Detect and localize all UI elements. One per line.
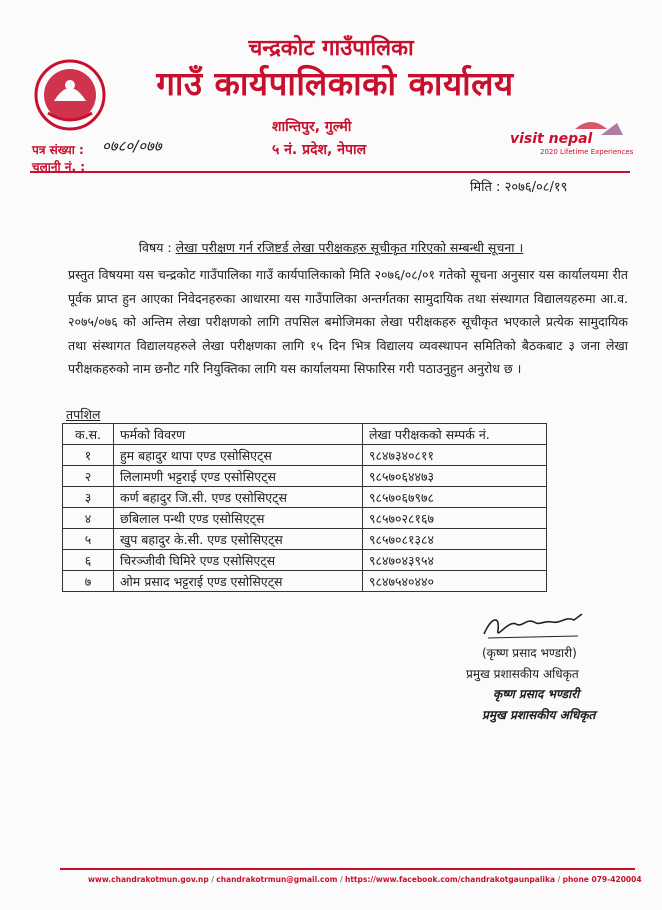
footer-contacts: www.chandrakotmun.gov.np / chandrakotrmun@gmail.com / https://www.facebook.com/chandrakotgaunpalika / phone 079-420004 [88,875,642,884]
municipality-name: चन्द्रकोट गाउँपालिका [248,36,414,61]
office-title: गाउँ कार्यपालिकाको कार्यालय [156,64,514,103]
visit-nepal-subtext: 2020 Lifetime Experiences [540,148,634,156]
table-caption: तपशिल [66,407,101,422]
subject-text: लेखा परीक्षण गर्न रजिष्टर्ड लेखा परीक्षकहरु सूचीकृत गरिएको सम्बन्धी सूचना । [175,240,524,255]
header-serial: क.स. [63,424,114,445]
header-firm: फर्मको विवरण [114,424,363,445]
header-divider [30,171,630,173]
subject-prefix: विषय : [138,240,172,255]
footer-phone: phone 079-420004 [562,875,642,884]
table-row [63,445,547,466]
contact-cell: ९८५७०६७९७८ [363,487,547,508]
table-row [63,550,547,571]
serial-cell: २ [63,466,114,487]
table-row [63,466,547,487]
firm-cell: खुप बहादुर के.सी. एण्ड एसोसिएट्स [114,529,363,550]
footer-divider [60,868,635,870]
visit-nepal-text: visit nepal [510,131,593,147]
header-contact: लेखा परीक्षकको सम्पर्क नं. [363,424,547,445]
reference-number-value: ०७८०/०७७ [102,137,162,155]
table-row [63,529,547,550]
firm-cell: लिलामणी भट्टराई एण्ड एसोसिएट्स [114,466,363,487]
contact-cell: ९८५७०६४४७३ [363,466,547,487]
letter-body: प्रस्तुत विषयमा यस चन्द्रकोट गाउँपालिका गाउँ कार्यपालिकाको मिति २०७६/०८/०१ गतेको सूचना अनुसार यस कार्यालयमा रीत पूर्वक प्राप्त हुन आएका निवेदनहरुका आधारमा यस गाउँपालिका अन्तर्गतका सामुदायिक तथा संस्थागत विद्यालयहरुमा आ.व. २०७५/०७६ को अन्तिम लेखा परीक्षणको लागि तपसिल बमोजिमका लेखा परीक्षकहरु सूचीकृत भएकाले प्रत्येक सामुदायिक तथा संस्थागत विद्यालयहरुले लेखा परीक्षणका लागि १५ दिन भित्र विद्यालय व्यवस्थापन समितिको बैठकबाट ३ जना लेखा परीक्षकहरुको नाम छनौट गरि नियुक्तिका लागि यस कार्यालयमा सिफारिस गरी पठाउनुहुन अनुरोध छ । [68,267,628,376]
stamp-name: कृष्ण प्रसाद भण्डारी [493,687,580,701]
serial-cell: १ [63,445,114,466]
handwritten-signature-icon [478,610,588,644]
footer-email: chandrakotrmun@gmail.com [216,875,338,884]
letter-subject [0,239,662,256]
firm-cell: हुम बहादुर थापा एण्ड एसोसिएट्स [114,445,363,466]
contact-cell: ९८५७०२८१६७ [363,508,547,529]
address-line-2: ५ नं. प्रदेश, नेपाल [272,142,367,158]
stamp-title: प्रमुख प्रशासकीय अधिकृत [482,708,596,722]
nepal-emblem-icon [30,55,110,135]
serial-cell: ३ [63,487,114,508]
serial-cell: ७ [63,571,114,592]
dispatch-number-label: चलानी नं. : [32,160,86,174]
letter-date: मिति : २०७६/०८/१९ [470,180,568,195]
signatory-name: (कृष्ण प्रसाद भण्डारी) [482,646,577,660]
address-line-1: शान्तिपुर, गुल्मी [272,119,352,135]
firm-cell: चिरञ्जीवी घिमिरे एण्ड एसोसिएट्स [114,550,363,571]
signatory-title: प्रमुख प्रशासकीय अधिकृत [466,667,579,681]
table-row [63,571,547,592]
auditor-table [62,423,547,592]
reference-number-label: पत्र संख्या : [32,143,84,157]
table-row [63,487,547,508]
footer-website: www.chandrakotmun.gov.np [88,875,209,884]
contact-cell: ९८४७५४०४४० [363,571,547,592]
firm-cell: छबिलाल पन्थी एण्ड एसोसिएट्स [114,508,363,529]
serial-cell: ६ [63,550,114,571]
contact-cell: ९८४७३४०८११ [363,445,547,466]
contact-cell: ९८५७०८१३८४ [363,529,547,550]
firm-cell: कर्ण बहादुर जि.सी. एण्ड एसोसिएट्स [114,487,363,508]
serial-cell: ४ [63,508,114,529]
footer-facebook: https://www.facebook.com/chandrakotgaunpalika [344,875,556,884]
firm-cell: ओम प्रसाद भट्टराई एण्ड एसोसिएट्स [114,571,363,592]
serial-cell: ५ [63,529,114,550]
table-row [63,508,547,529]
table-header-row [63,424,547,445]
contact-cell: ९८४७०४३९५४ [363,550,547,571]
